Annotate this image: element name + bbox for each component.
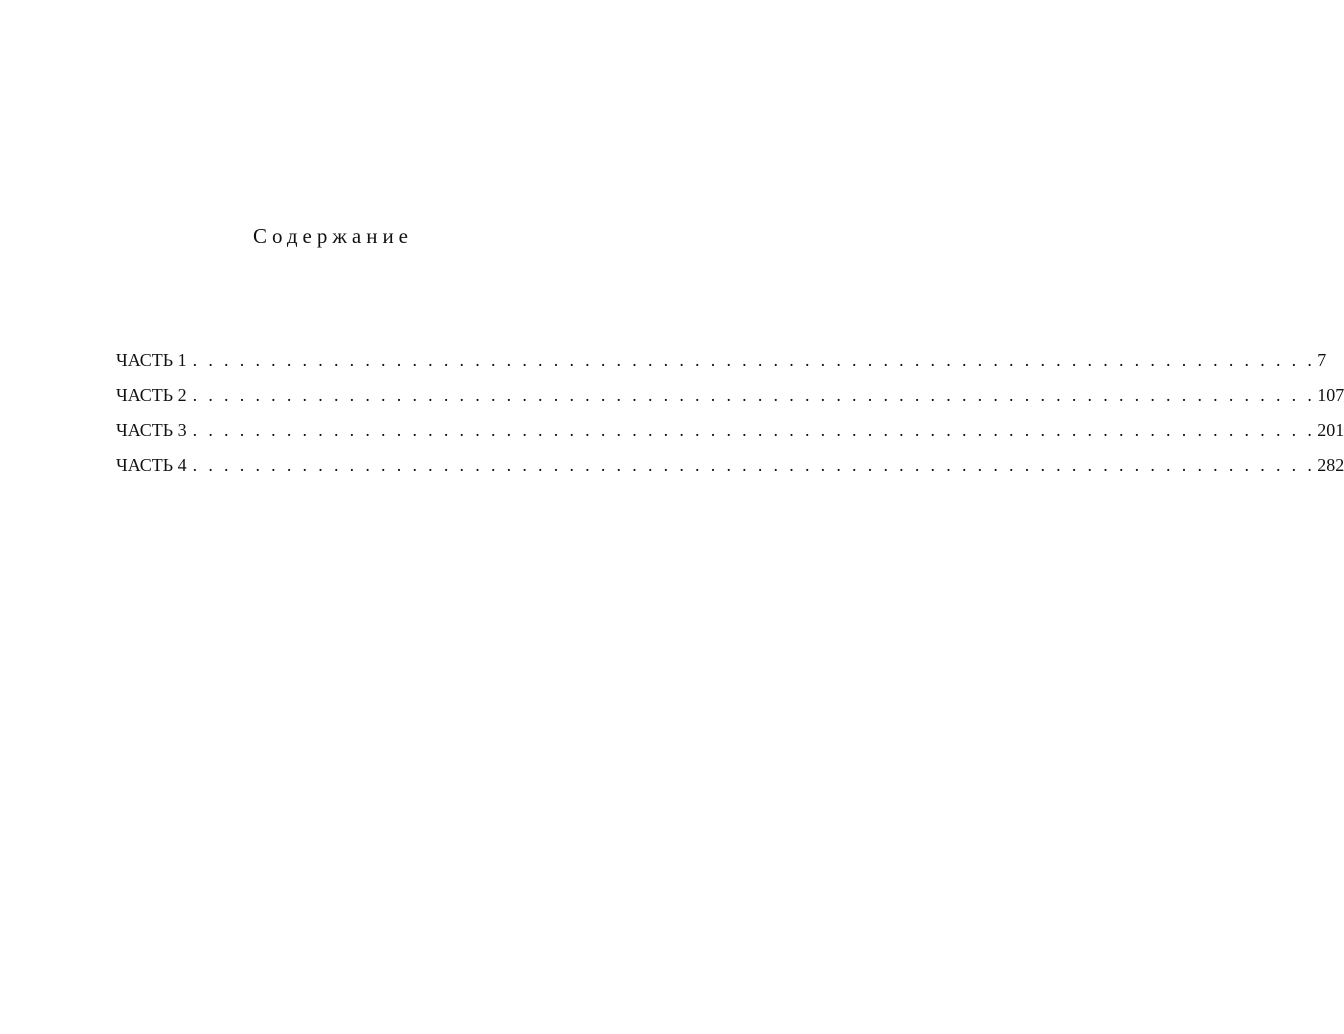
contents-title: Содержание <box>252 224 414 248</box>
toc-entry-part-1 <box>116 349 1327 384</box>
toc-entry-part-4 <box>116 454 1344 489</box>
toc-entry-page-number: 7 <box>1317 350 1327 370</box>
toc-entry-page-number: 282 <box>1317 455 1344 475</box>
toc-leader-dots: . . . . . . . . . . . . . . . . . . . . . . . . . . . . . . . . . . . . . . . . . . . . . . . . . . . . . . . . . . . . . . . . . . . . . . . . <box>192 385 1316 405</box>
toc-entry-page-number: 107 <box>1317 385 1344 405</box>
toc-leader-dots: . . . . . . . . . . . . . . . . . . . . . . . . . . . . . . . . . . . . . . . . . . . . . . . . . . . . . . . . . . . . . . . . . . . . . . . . <box>192 350 1316 370</box>
toc-entry-label: ЧАСТЬ 3 <box>116 420 187 440</box>
toc-leader-dots: . . . . . . . . . . . . . . . . . . . . . . . . . . . . . . . . . . . . . . . . . . . . . . . . . . . . . . . . . . . . . . . . . . . . . . . . <box>192 420 1316 440</box>
table-of-contents <box>116 349 1344 489</box>
toc-entry-label: ЧАСТЬ 2 <box>116 385 187 405</box>
toc-entry-page-number: 201 <box>1317 420 1344 440</box>
toc-leader-dots: . . . . . . . . . . . . . . . . . . . . . . . . . . . . . . . . . . . . . . . . . . . . . . . . . . . . . . . . . . . . . . . . . . . . . . . . <box>192 455 1316 475</box>
toc-entry-part-3 <box>116 419 1344 454</box>
toc-entry-part-2 <box>116 384 1344 419</box>
toc-entry-label: ЧАСТЬ 1 <box>116 350 187 370</box>
toc-entry-label: ЧАСТЬ 4 <box>116 455 187 475</box>
